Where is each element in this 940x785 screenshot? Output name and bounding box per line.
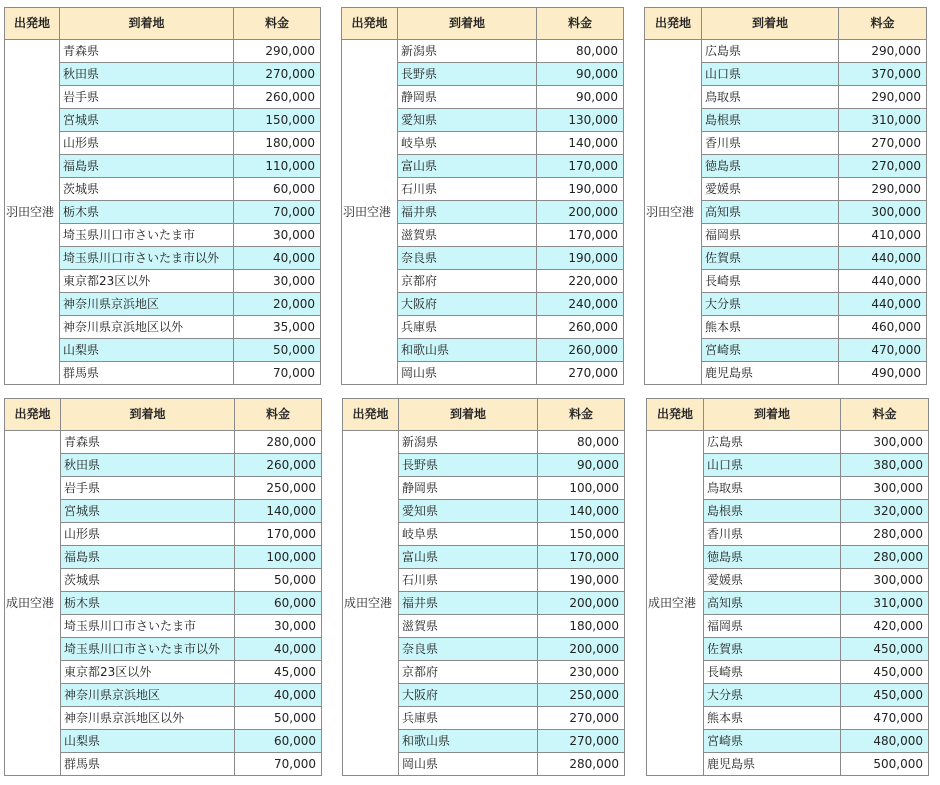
- fare-cell: 35,000: [234, 316, 321, 339]
- fare-cell: 180,000: [538, 615, 625, 638]
- destination-cell: 岡山県: [398, 362, 537, 385]
- destination-cell: 神奈川県京浜地区: [60, 293, 234, 316]
- header-fare: 料金: [537, 8, 624, 40]
- fare-cell: 90,000: [537, 86, 624, 109]
- header-row: [342, 8, 624, 40]
- departure-cell: 羽田空港: [342, 40, 398, 385]
- departure-cell: 羽田空港: [645, 40, 702, 385]
- destination-cell: 山口県: [702, 63, 839, 86]
- destination-cell: 鳥取県: [702, 86, 839, 109]
- destination-cell: 徳島県: [702, 155, 839, 178]
- fare-cell: 90,000: [538, 454, 625, 477]
- fare-cell: 450,000: [841, 638, 929, 661]
- fare-cell: 290,000: [839, 40, 927, 63]
- header-row: [5, 399, 322, 431]
- fare-cell: 40,000: [235, 684, 322, 707]
- fare-cell: 440,000: [839, 293, 927, 316]
- fare-cell: 250,000: [538, 684, 625, 707]
- fare-cell: 80,000: [537, 40, 624, 63]
- fare-cell: 290,000: [839, 178, 927, 201]
- fare-table-haneda-central: [341, 7, 624, 385]
- destination-cell: 山形県: [60, 132, 234, 155]
- departure-cell: 成田空港: [5, 431, 61, 776]
- header-fare: 料金: [538, 399, 625, 431]
- destination-cell: 愛知県: [398, 109, 537, 132]
- fare-cell: 30,000: [235, 615, 322, 638]
- fare-cell: 50,000: [235, 707, 322, 730]
- destination-cell: 埼玉県川口市さいたま市: [61, 615, 235, 638]
- destination-cell: 大分県: [704, 684, 841, 707]
- fare-cell: 270,000: [538, 730, 625, 753]
- destination-cell: 愛知県: [399, 500, 538, 523]
- header-destination: 到着地: [61, 399, 235, 431]
- fare-cell: 100,000: [538, 477, 625, 500]
- destination-cell: 宮城県: [60, 109, 234, 132]
- destination-cell: 福岡県: [704, 615, 841, 638]
- destination-cell: 福岡県: [702, 224, 839, 247]
- fare-cell: 240,000: [537, 293, 624, 316]
- fare-cell: 290,000: [839, 86, 927, 109]
- fare-cell: 170,000: [538, 546, 625, 569]
- fare-cell: 70,000: [234, 201, 321, 224]
- header-fare: 料金: [839, 8, 927, 40]
- fare-cell: 50,000: [234, 339, 321, 362]
- fare-cell: 300,000: [839, 201, 927, 224]
- fare-cell: 140,000: [537, 132, 624, 155]
- fare-cell: 230,000: [538, 661, 625, 684]
- destination-cell: 群馬県: [60, 362, 234, 385]
- destination-cell: 長野県: [398, 63, 537, 86]
- destination-cell: 滋賀県: [399, 615, 538, 638]
- destination-cell: 滋賀県: [398, 224, 537, 247]
- fare-cell: 150,000: [234, 109, 321, 132]
- fare-cell: 180,000: [234, 132, 321, 155]
- fare-cell: 250,000: [235, 477, 322, 500]
- fare-cell: 490,000: [839, 362, 927, 385]
- fare-cell: 200,000: [538, 638, 625, 661]
- destination-cell: 奈良県: [399, 638, 538, 661]
- fare-cell: 130,000: [537, 109, 624, 132]
- destination-cell: 高知県: [704, 592, 841, 615]
- fare-cell: 110,000: [234, 155, 321, 178]
- fare-cell: 300,000: [841, 477, 929, 500]
- destination-cell: 静岡県: [398, 86, 537, 109]
- fare-cell: 260,000: [537, 339, 624, 362]
- header-fare: 料金: [234, 8, 321, 40]
- fare-cell: 190,000: [537, 178, 624, 201]
- fare-cell: 170,000: [537, 224, 624, 247]
- destination-cell: 神奈川県京浜地区以外: [60, 316, 234, 339]
- destination-cell: 群馬県: [61, 753, 235, 776]
- header-departure: 出発地: [645, 8, 702, 40]
- destination-cell: 長野県: [399, 454, 538, 477]
- fare-cell: 60,000: [235, 730, 322, 753]
- header-row: [343, 399, 625, 431]
- fare-cell: 280,000: [538, 753, 625, 776]
- departure-cell: 羽田空港: [5, 40, 60, 385]
- fare-cell: 150,000: [538, 523, 625, 546]
- destination-cell: 岩手県: [60, 86, 234, 109]
- fare-cell: 20,000: [234, 293, 321, 316]
- fare-cell: 190,000: [537, 247, 624, 270]
- destination-cell: 宮崎県: [704, 730, 841, 753]
- destination-cell: 長崎県: [702, 270, 839, 293]
- fare-cell: 170,000: [537, 155, 624, 178]
- destination-cell: 島根県: [702, 109, 839, 132]
- fare-cell: 270,000: [538, 707, 625, 730]
- destination-cell: 山梨県: [60, 339, 234, 362]
- fare-cell: 310,000: [841, 592, 929, 615]
- header-departure: 出発地: [647, 399, 704, 431]
- header-fare: 料金: [841, 399, 929, 431]
- destination-cell: 兵庫県: [399, 707, 538, 730]
- fare-cell: 450,000: [841, 661, 929, 684]
- header-destination: 到着地: [399, 399, 538, 431]
- destination-cell: 和歌山県: [399, 730, 538, 753]
- destination-cell: 栃木県: [61, 592, 235, 615]
- fare-cell: 40,000: [234, 247, 321, 270]
- table-row: [343, 431, 625, 454]
- fare-cell: 200,000: [537, 201, 624, 224]
- destination-cell: 新潟県: [398, 40, 537, 63]
- destination-cell: 青森県: [61, 431, 235, 454]
- fare-cell: 140,000: [538, 500, 625, 523]
- fare-cell: 270,000: [537, 362, 624, 385]
- fare-cell: 90,000: [537, 63, 624, 86]
- destination-cell: 茨城県: [61, 569, 235, 592]
- fare-table-narita-central: [342, 398, 625, 776]
- fare-cell: 45,000: [235, 661, 322, 684]
- destination-cell: 山口県: [704, 454, 841, 477]
- fare-cell: 380,000: [841, 454, 929, 477]
- header-departure: 出発地: [342, 8, 398, 40]
- fare-table-haneda-west: [644, 7, 927, 385]
- fare-cell: 270,000: [839, 132, 927, 155]
- fare-table-narita-north: [4, 398, 322, 776]
- fare-cell: 470,000: [839, 339, 927, 362]
- fare-cell: 500,000: [841, 753, 929, 776]
- destination-cell: 兵庫県: [398, 316, 537, 339]
- destination-cell: 徳島県: [704, 546, 841, 569]
- destination-cell: 石川県: [399, 569, 538, 592]
- fare-cell: 70,000: [235, 753, 322, 776]
- fare-cell: 420,000: [841, 615, 929, 638]
- fare-cell: 460,000: [839, 316, 927, 339]
- fare-cell: 280,000: [841, 523, 929, 546]
- fare-cell: 440,000: [839, 270, 927, 293]
- destination-cell: 山梨県: [61, 730, 235, 753]
- header-row: [645, 8, 927, 40]
- table-row: [5, 40, 321, 63]
- destination-cell: 岩手県: [61, 477, 235, 500]
- fare-cell: 280,000: [841, 546, 929, 569]
- fare-cell: 30,000: [234, 270, 321, 293]
- destination-cell: 青森県: [60, 40, 234, 63]
- departure-cell: 成田空港: [647, 431, 704, 776]
- fare-table-haneda-north: [4, 7, 321, 385]
- fare-cell: 470,000: [841, 707, 929, 730]
- fare-cell: 410,000: [839, 224, 927, 247]
- destination-cell: 鹿児島県: [702, 362, 839, 385]
- fare-cell: 200,000: [538, 592, 625, 615]
- destination-cell: 福井県: [398, 201, 537, 224]
- table-row: [342, 40, 624, 63]
- fare-cell: 320,000: [841, 500, 929, 523]
- table-row: [5, 431, 322, 454]
- destination-cell: 島根県: [704, 500, 841, 523]
- destination-cell: 新潟県: [399, 431, 538, 454]
- destination-cell: 大阪府: [398, 293, 537, 316]
- header-destination: 到着地: [398, 8, 537, 40]
- destination-cell: 広島県: [702, 40, 839, 63]
- destination-cell: 広島県: [704, 431, 841, 454]
- fare-cell: 290,000: [234, 40, 321, 63]
- fare-cell: 450,000: [841, 684, 929, 707]
- table-row: [647, 431, 929, 454]
- destination-cell: 愛媛県: [704, 569, 841, 592]
- destination-cell: 宮崎県: [702, 339, 839, 362]
- fare-cell: 270,000: [839, 155, 927, 178]
- destination-cell: 宮城県: [61, 500, 235, 523]
- fare-cell: 40,000: [235, 638, 322, 661]
- fare-cell: 190,000: [538, 569, 625, 592]
- destination-cell: 高知県: [702, 201, 839, 224]
- header-fare: 料金: [235, 399, 322, 431]
- destination-cell: 佐賀県: [704, 638, 841, 661]
- destination-cell: 東京都23区以外: [61, 661, 235, 684]
- destination-cell: 岐阜県: [398, 132, 537, 155]
- destination-cell: 石川県: [398, 178, 537, 201]
- fare-cell: 280,000: [235, 431, 322, 454]
- destination-cell: 埼玉県川口市さいたま市: [60, 224, 234, 247]
- destination-cell: 熊本県: [702, 316, 839, 339]
- destination-cell: 愛媛県: [702, 178, 839, 201]
- fare-cell: 300,000: [841, 569, 929, 592]
- destination-cell: 佐賀県: [702, 247, 839, 270]
- fare-cell: 220,000: [537, 270, 624, 293]
- destination-cell: 富山県: [398, 155, 537, 178]
- fare-cell: 60,000: [235, 592, 322, 615]
- destination-cell: 岡山県: [399, 753, 538, 776]
- destination-cell: 鹿児島県: [704, 753, 841, 776]
- fare-cell: 440,000: [839, 247, 927, 270]
- destination-cell: 鳥取県: [704, 477, 841, 500]
- destination-cell: 長崎県: [704, 661, 841, 684]
- header-departure: 出発地: [343, 399, 399, 431]
- destination-cell: 奈良県: [398, 247, 537, 270]
- fare-cell: 480,000: [841, 730, 929, 753]
- header-departure: 出発地: [5, 399, 61, 431]
- fare-cell: 60,000: [234, 178, 321, 201]
- header-row: [5, 8, 321, 40]
- destination-cell: 富山県: [399, 546, 538, 569]
- fare-cell: 310,000: [839, 109, 927, 132]
- destination-cell: 神奈川県京浜地区以外: [61, 707, 235, 730]
- destination-cell: 秋田県: [60, 63, 234, 86]
- destination-cell: 岐阜県: [399, 523, 538, 546]
- destination-cell: 大分県: [702, 293, 839, 316]
- destination-cell: 埼玉県川口市さいたま市以外: [61, 638, 235, 661]
- fare-cell: 70,000: [234, 362, 321, 385]
- destination-cell: 香川県: [704, 523, 841, 546]
- departure-cell: 成田空港: [343, 431, 399, 776]
- destination-cell: 神奈川県京浜地区: [61, 684, 235, 707]
- destination-cell: 秋田県: [61, 454, 235, 477]
- destination-cell: 山形県: [61, 523, 235, 546]
- destination-cell: 栃木県: [60, 201, 234, 224]
- fare-cell: 270,000: [234, 63, 321, 86]
- destination-cell: 京都府: [398, 270, 537, 293]
- header-row: [647, 399, 929, 431]
- destination-cell: 静岡県: [399, 477, 538, 500]
- destination-cell: 熊本県: [704, 707, 841, 730]
- destination-cell: 埼玉県川口市さいたま市以外: [60, 247, 234, 270]
- destination-cell: 福井県: [399, 592, 538, 615]
- fare-cell: 260,000: [537, 316, 624, 339]
- destination-cell: 大阪府: [399, 684, 538, 707]
- fare-cell: 100,000: [235, 546, 322, 569]
- fare-cell: 50,000: [235, 569, 322, 592]
- table-row: [645, 40, 927, 63]
- header-destination: 到着地: [702, 8, 839, 40]
- fare-table-narita-west: [646, 398, 929, 776]
- destination-cell: 京都府: [399, 661, 538, 684]
- destination-cell: 和歌山県: [398, 339, 537, 362]
- fare-cell: 140,000: [235, 500, 322, 523]
- fare-cell: 370,000: [839, 63, 927, 86]
- header-destination: 到着地: [704, 399, 841, 431]
- fare-cell: 260,000: [234, 86, 321, 109]
- header-departure: 出発地: [5, 8, 60, 40]
- destination-cell: 香川県: [702, 132, 839, 155]
- header-destination: 到着地: [60, 8, 234, 40]
- destination-cell: 東京都23区以外: [60, 270, 234, 293]
- destination-cell: 福島県: [60, 155, 234, 178]
- fare-cell: 260,000: [235, 454, 322, 477]
- fare-cell: 30,000: [234, 224, 321, 247]
- fare-cell: 170,000: [235, 523, 322, 546]
- destination-cell: 福島県: [61, 546, 235, 569]
- fare-cell: 300,000: [841, 431, 929, 454]
- fare-cell: 80,000: [538, 431, 625, 454]
- destination-cell: 茨城県: [60, 178, 234, 201]
